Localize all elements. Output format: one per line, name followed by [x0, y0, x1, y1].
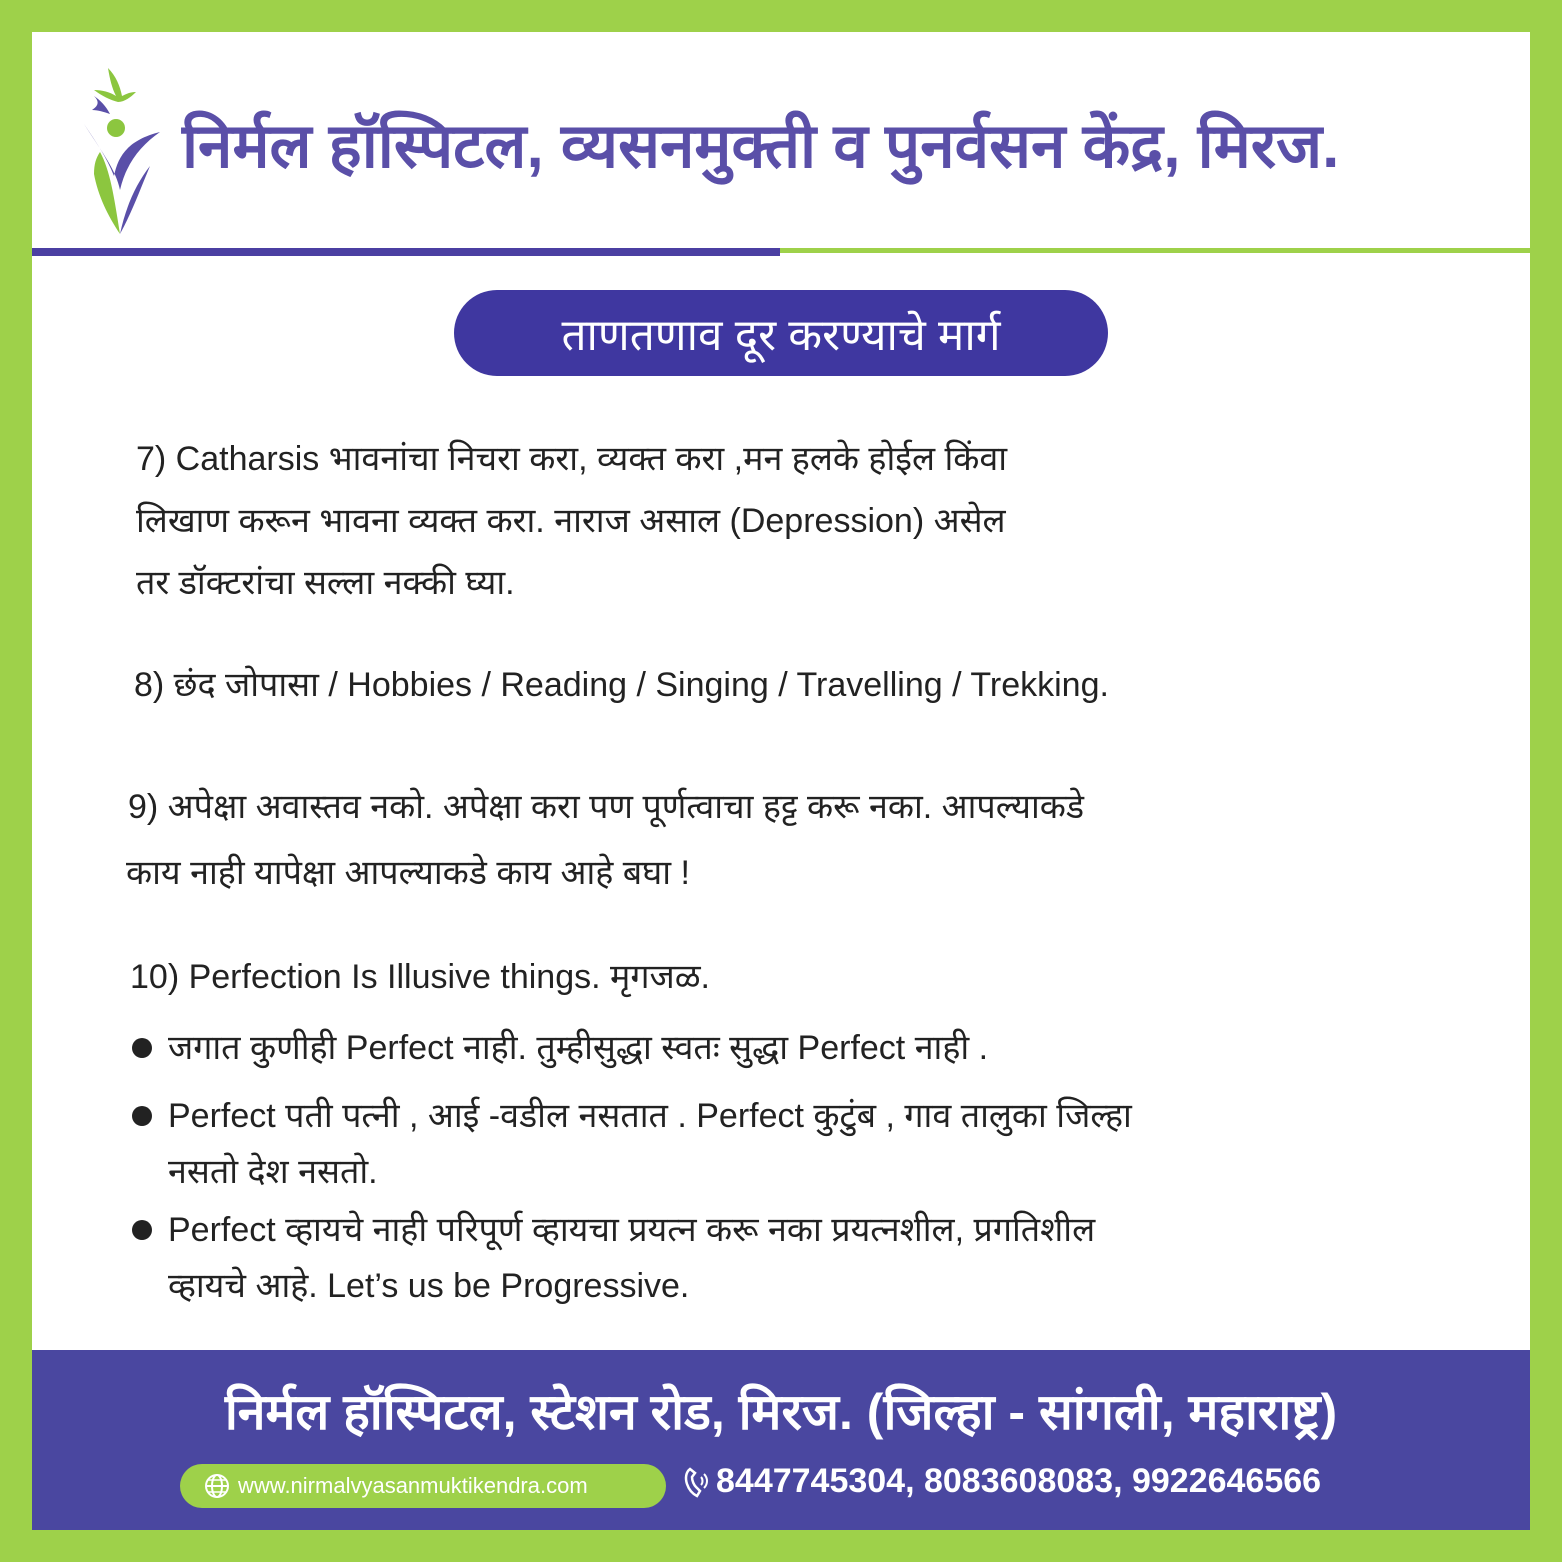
footer [32, 1350, 1530, 1530]
website-text: www.nirmalvyasanmuktikendra.com [238, 1473, 588, 1498]
bullet-item [132, 1088, 1432, 1200]
section-title-pill: ताणतणाव दूर करण्याचे मार्ग [454, 290, 1108, 376]
bullet-item [132, 1202, 1432, 1314]
paragraph-7-line-3: तर डॉक्टरांचा सल्ला नक्की घ्या. [136, 564, 515, 602]
paragraph-9-line-1: 9) अपेक्षा अवास्तव नको. अपेक्षा करा पण पूर्णत्वाचा हट्ट करू नका. आपल्याकडे [128, 788, 1085, 826]
paragraph-7-line-1: 7) Catharsis भावनांचा निचरा करा, व्यक्त करा ,मन हलके होईल किंवा [136, 440, 1008, 478]
bullet-dot-icon [132, 1038, 152, 1058]
hospital-title: निर्मल हॉस्पिटल, व्यसनमुक्ती व पुनर्वसन केंद्र, मिरज. [182, 112, 1340, 181]
bullet-item [132, 1020, 1432, 1076]
globe-icon [204, 1473, 230, 1499]
poster-frame [32, 32, 1530, 1530]
phone-numbers-text: 8447745304, 8083608083, 9922646566 [716, 1462, 1322, 1500]
paragraph-7-line-2: लिखाण करून भावना व्यक्त करा. नाराज असाल (Depression) असेल [136, 502, 1006, 540]
bullet-dot-icon [132, 1220, 152, 1240]
bullet-text: जगात कुणीही Perfect नाही. तुम्हीसुद्धा स्वतः सुद्धा Perfect नाही . [168, 1029, 989, 1067]
bullet-text: Perfect व्हायचे नाही परिपूर्ण व्हायचा प्रयत्न करू नका प्रयत्नशील, प्रगतिशील व्हायचे आहे. Let’s us be Progressive. [168, 1211, 1096, 1305]
paragraph-9-line-2: काय नाही यापेक्षा आपल्याकडे काय आहे बघा ! [126, 854, 690, 892]
footer-address: निर्मल हॉस्पिटल, स्टेशन रोड, मिरज. (जिल्हा - सांगली, महाराष्ट्र) [224, 1384, 1338, 1440]
phone-icon [682, 1466, 710, 1498]
bullet-text: Perfect पती पत्नी , आई -वडील नसतात . Perfect कुटुंब , गाव तालुका जिल्हा नसतो देश नसतो. [168, 1097, 1132, 1191]
website-link[interactable] [180, 1464, 666, 1508]
paragraph-10: 10) Perfection Is Illusive things. मृगजळ. [130, 958, 710, 996]
content [32, 32, 1530, 1352]
phone-numbers [682, 1462, 1321, 1501]
bullet-dot-icon [132, 1106, 152, 1126]
paragraph-8: 8) छंद जोपासा / Hobbies / Reading / Singing / Travelling / Trekking. [134, 666, 1109, 704]
